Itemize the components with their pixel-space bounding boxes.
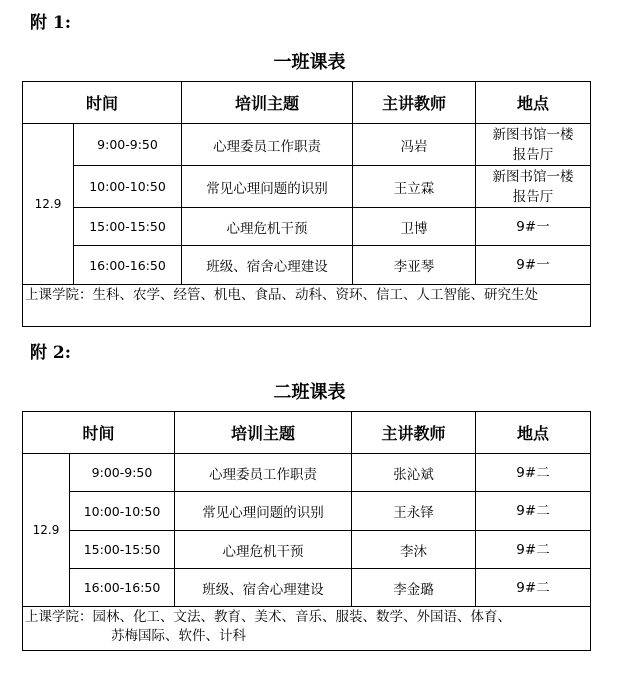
header-topic: 培训主题 [175,412,352,454]
session-time: 15:00-15:50 [70,531,175,569]
table-footer-row [23,285,591,327]
session-time: 16:00-16:50 [74,246,182,285]
session-time: 9:00-9:50 [70,454,175,492]
header-location: 地点 [476,82,591,124]
session-topic: 常见心理问题的识别 [175,492,352,531]
annex1-heading: 附 1: [30,13,72,33]
session-location: 9#二 [476,531,591,569]
session-teacher: 卫博 [353,208,476,246]
class2-schedule-title: 二班课表 [273,382,346,403]
location-line1: 新图书馆一楼 [492,168,574,185]
session-date: 12.9 [23,454,70,607]
attending-colleges [23,607,591,651]
session-time: 15:00-15:50 [74,208,182,246]
session-time: 16:00-16:50 [70,569,175,607]
session-teacher: 王立霖 [353,166,476,208]
attending-colleges-line2: 苏梅国际、软件、计科 [111,628,246,644]
header-time: 时间 [23,82,182,124]
class1-schedule-title: 一班课表 [273,52,346,73]
table-row [23,569,591,607]
session-location [476,166,591,208]
location-line1: 新图书馆一楼 [492,126,574,143]
session-location: 9#二 [476,569,591,607]
table-row [23,531,591,569]
session-location: 9#二 [476,454,591,492]
session-topic: 心理危机干预 [182,208,353,246]
class2-schedule-table [22,411,591,651]
annex2-heading: 附 2: [30,343,72,363]
table-header-row [23,82,591,124]
session-location: 9#一 [476,208,591,246]
session-teacher: 王永铎 [352,492,476,531]
session-teacher: 李亚琴 [353,246,476,285]
session-teacher: 李沐 [352,531,476,569]
class1-schedule-table [22,81,591,327]
attending-colleges: 上课学院：生科、农学、经管、机电、食品、动科、资环、信工、人工智能、研究生处 [23,285,591,327]
attending-colleges-line1: 上课学院：园林、化工、文法、教育、美术、音乐、服装、数学、外国语、体育、 [25,609,511,625]
header-teacher: 主讲教师 [353,82,476,124]
table-row [23,454,591,492]
session-teacher: 李金璐 [352,569,476,607]
header-topic: 培训主题 [182,82,353,124]
table-row [23,246,591,285]
session-time: 9:00-9:50 [74,124,182,166]
table-row [23,124,591,166]
table-row [23,208,591,246]
header-location: 地点 [476,412,591,454]
session-time: 10:00-10:50 [74,166,182,208]
session-topic: 心理委员工作职责 [175,454,352,492]
header-teacher: 主讲教师 [352,412,476,454]
header-time: 时间 [23,412,175,454]
session-date: 12.9 [23,124,74,285]
session-teacher: 冯岩 [353,124,476,166]
session-topic: 心理危机干预 [175,531,352,569]
session-teacher: 张沁斌 [352,454,476,492]
location-line2: 报告厅 [512,188,554,205]
session-topic: 心理委员工作职责 [182,124,353,166]
session-location [476,124,591,166]
session-time: 10:00-10:50 [70,492,175,531]
location-line2: 报告厅 [512,146,554,163]
table-row [23,166,591,208]
table-footer-row [23,607,591,651]
session-location: 9#二 [476,492,591,531]
session-topic: 常见心理问题的识别 [182,166,353,208]
table-header-row [23,412,591,454]
table-row [23,492,591,531]
session-topic: 班级、宿舍心理建设 [175,569,352,607]
attending-colleges-text [25,608,588,646]
session-topic: 班级、宿舍心理建设 [182,246,353,285]
session-location: 9#一 [476,246,591,285]
